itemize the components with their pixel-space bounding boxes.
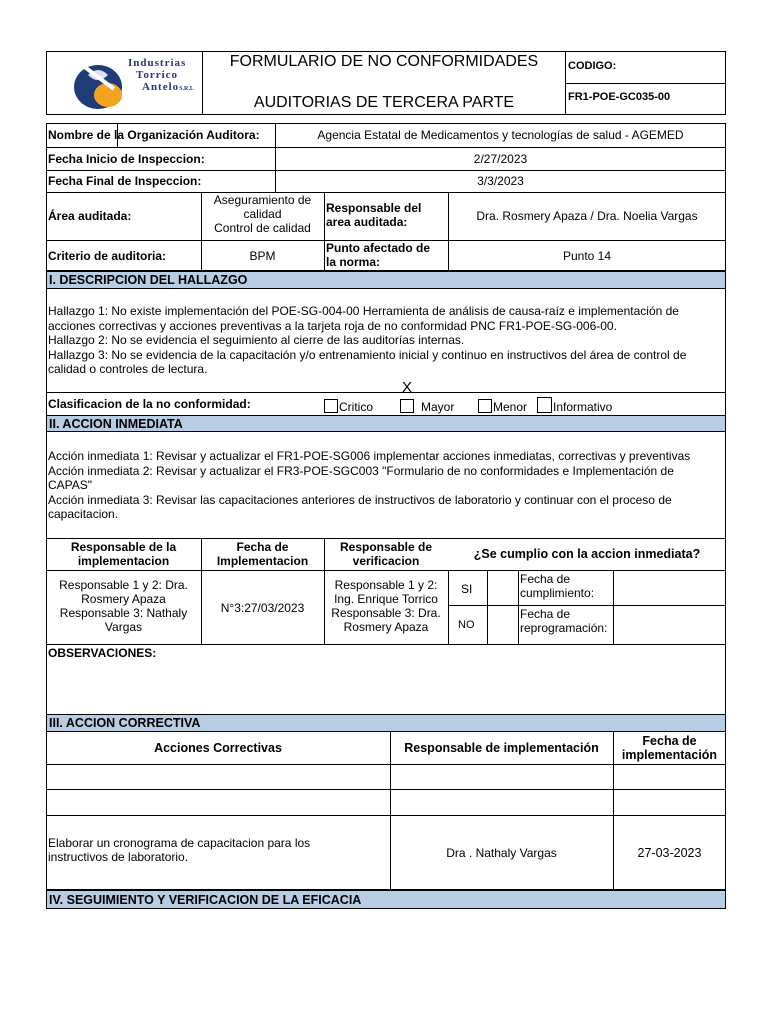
company-name: Industrias Torrico AnteloS.R.L: [128, 57, 194, 93]
hallazgo-text: Hallazgo 1: No existe implementación del POE-SG-004-00 Herramienta de análisis de causa-raíz e implementación de acciones correctivas y acciones preventivas a la tarjeta roja de no conformidad PNC FR1-POE-SG-006-00. Hallazgo 2: No se evidencia el seguimiento al cierre de las auditorías internas. Hallazgo 3: No se evidencia de la capacitación y/o entrenamiento inicial y continuo en instructivos del área de control de calidad o controles de lectura.: [48, 304, 687, 376]
inicio-label: Fecha Inicio de Inspeccion:: [48, 151, 205, 166]
option-informativo[interactable]: Informativo: [537, 397, 612, 414]
option-critico[interactable]: Critico: [324, 399, 373, 414]
col-acciones: Acciones Correctivas: [154, 741, 282, 755]
fecha-impl-value: N°3:27/03/2023: [220, 600, 305, 615]
correctiva-row-3-fecha: 27-03-2023: [637, 845, 702, 860]
criterio-value: BPM: [249, 248, 276, 263]
no-label: NO: [458, 619, 475, 631]
resp-area-value: Dra. Rosmery Apaza / Dra. Noelia Vargas: [476, 209, 698, 223]
punto-value: Punto 14: [562, 248, 612, 263]
section-accion-inmediata: II. ACCION INMEDIATA: [46, 415, 726, 432]
resp-area-label: Responsable del area auditada:: [326, 201, 422, 229]
accion-inmediata-text: Acción inmediata 1: Revisar y actualizar el FR1-POE-SG006 implementar acciones inmediatas, correctivas y preventivas Acción inmediata 2: Revisar y actualizar el FR3-POE-SGC003 "Formulario de no conformidades e Implementación de CAPAS" Acción inmediata 3: Revisar las capacitaciones anteriores de instructivos de laboratorio y continuar con el proceso de capacitacion.: [48, 449, 691, 521]
area-label: Área auditada:: [48, 209, 132, 223]
mayor-checkbox[interactable]: [400, 399, 414, 413]
codigo-label: CODIGO:: [568, 60, 617, 72]
correctiva-row-3-responsable: Dra . Nathaly Vargas: [446, 845, 557, 860]
col-cumplio: ¿Se cumplio con la accion inmediata?: [473, 547, 701, 561]
final-value: 3/3/2023: [477, 174, 524, 188]
section-seguimiento: IV. SEGUIMIENTO Y VERIFICACION DE LA EFICACIA: [46, 890, 726, 909]
menor-checkbox[interactable]: [478, 399, 492, 413]
codigo-cell: [565, 51, 726, 115]
codigo-value: FR1-POE-GC035-00: [568, 91, 671, 103]
observaciones-label: OBSERVACIONES:: [48, 646, 157, 660]
col-responsable: Responsable de implementación: [404, 741, 599, 755]
inicio-value: 2/27/2023: [473, 151, 528, 166]
section-accion-correctiva: III. ACCION CORRECTIVA: [46, 714, 726, 732]
col-fecha: Fecha de implementación: [621, 734, 718, 762]
org-value: Agencia Estatal de Medicamentos y tecnologías de salud - AGEMED: [317, 128, 684, 142]
correctiva-row-3-accion: Elaborar un cronograma de capacitacion para los instructivos de laboratorio.: [48, 836, 311, 864]
option-menor[interactable]: Menor: [478, 399, 527, 414]
resp-impl-value: Responsable 1 y 2: Dra. Rosmery Apaza Responsable 3: Nathaly Vargas: [59, 578, 188, 634]
form-title-2: AUDITORIAS DE TERCERA PARTE: [253, 94, 515, 111]
col-resp-verif: Responsable de verificacion: [339, 540, 433, 568]
form-title-1: FORMULARIO DE NO CONFORMIDADES: [229, 53, 539, 70]
clasificacion-label: Clasificacion de la no conformidad:: [48, 397, 251, 411]
col-fecha-impl: Fecha de Implementacion: [216, 540, 309, 568]
punto-label: Punto afectado de la norma:: [326, 241, 431, 269]
resp-verif-value: Responsable 1 y 2: Ing. Enrique Torrico Responsable 3: Dra. Rosmery Apaza: [331, 578, 441, 634]
informativo-checkbox[interactable]: [537, 397, 552, 413]
section-hallazgo: I. DESCRIPCION DEL HALLAZGO: [46, 271, 726, 289]
final-label: Fecha Final de Inspeccion:: [48, 174, 202, 188]
logo-cell: [46, 51, 203, 115]
si-label: SI: [461, 582, 473, 596]
criterio-label: Criterio de auditoria:: [48, 248, 167, 263]
company-logo: [68, 55, 128, 113]
col-resp-impl: Responsable de la implementacion: [70, 540, 177, 568]
org-label: Nombre de la Organización Auditora:: [48, 128, 260, 142]
option-mayor[interactable]: Mayor: [400, 399, 454, 414]
area-value: Aseguramiento de calidad Control de calidad: [213, 193, 312, 235]
critico-checkbox[interactable]: [324, 399, 338, 413]
clasificacion-mark: X: [402, 379, 413, 396]
fecha-cumplimiento-label: Fecha de cumplimiento:: [520, 572, 595, 600]
fecha-reprogramacion-label: Fecha de reprogramación:: [520, 607, 608, 635]
